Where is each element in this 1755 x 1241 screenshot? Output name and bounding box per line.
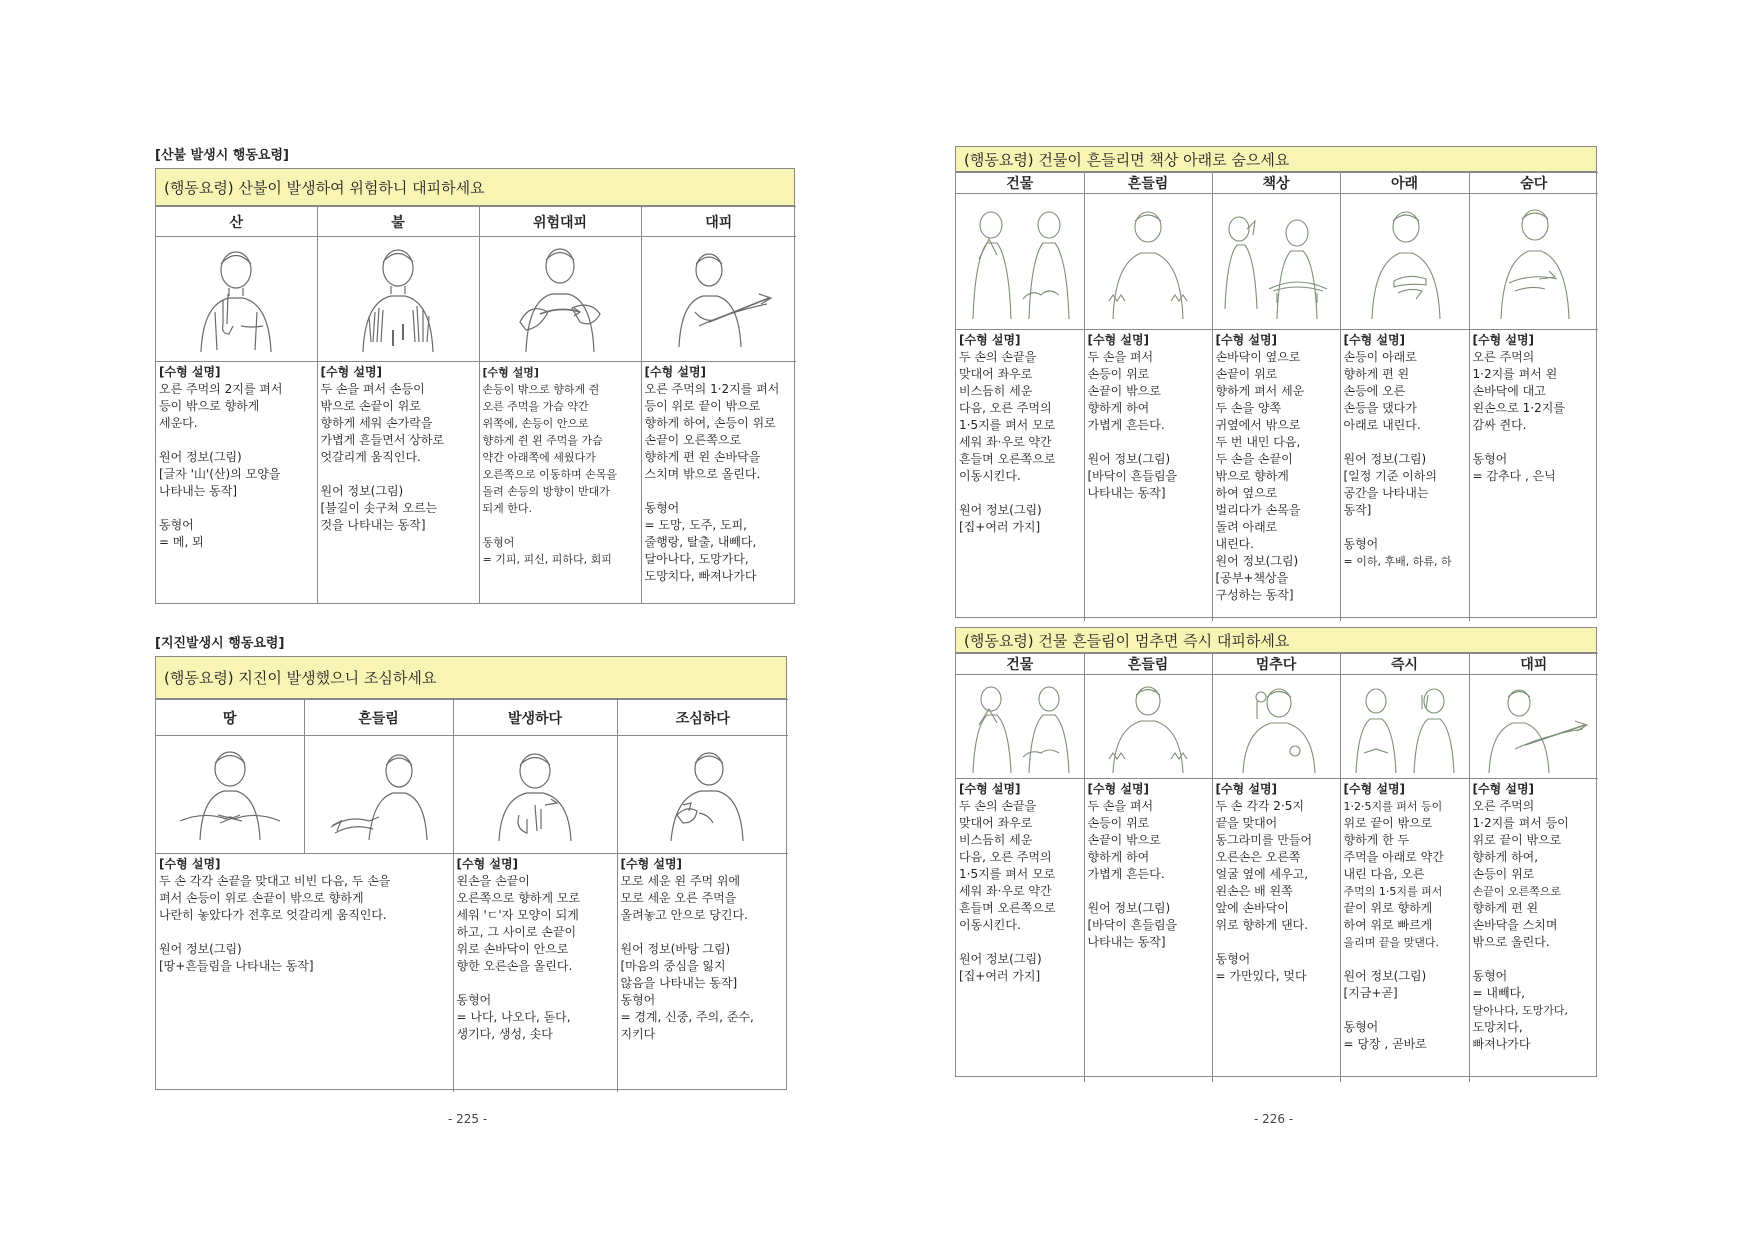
desc-line: 손끝이 밖으로 [1087,384,1161,398]
sign-illustration [643,745,763,845]
desc-line: 1·2지를 펴서 등이 [1472,816,1569,830]
desc-line: 두 손을 양쪽 [1215,401,1282,415]
desc-line: 엇갈리게 움직인다. [320,450,421,464]
origin-line: [일정 기준 이하의 [1343,469,1437,483]
sign-illustration [659,242,779,357]
word-header: 대피 [641,207,796,237]
sign-illustration-cell [1084,194,1212,330]
shape-label: [수형 설명] [620,857,683,871]
desc-line: 향하게 쥔 왼 주먹을 가슴 [482,434,603,447]
desc-line: 벌리다가 손목을 [1215,503,1301,517]
synonym-line: = 기피, 피신, 피하다, 회피 [482,553,612,566]
sign-illustration-cell [453,736,617,854]
sign-illustration-cell [956,675,1084,779]
sign-illustration-cell [641,237,796,362]
desc-line: 위로 향하게 댄다. [1215,918,1309,932]
synonym-label: 동형어 [1343,537,1379,551]
shape-label: [수형 설명] [1215,782,1278,796]
sign-description [642,362,797,587]
sign-illustration [181,242,291,357]
sign-description [156,854,453,977]
sign-illustration [1217,199,1335,324]
sign-illustration-cell [1340,675,1469,779]
shape-label: [수형 설명] [320,365,383,379]
synonym-line: 줄행랑, 탈출, 내빼다, [644,535,757,549]
origin-label: 원어 정보(그림) [959,952,1042,966]
word-header: 땅 [156,700,304,736]
hide-table [955,146,1597,618]
sign-description [156,362,317,553]
desc-line: 손바닥이 옆으로 [1215,350,1301,364]
desc-line: 세워 좌·우로 약간 [959,435,1052,449]
shape-label: [수형 설명] [959,333,1021,347]
synonym-label: 동형어 [1215,952,1251,966]
origin-label: 원어 정보(바탕 그림) [620,942,731,956]
quake-banner: (행동요령) 지진이 발생했으니 조심하세요 [156,657,786,699]
desc-line: 손바닥에 대고 [1472,384,1546,398]
desc-line: 향하게 편 왼 [1472,901,1539,915]
word-header: 흔들림 [1084,654,1212,675]
desc-line: 스치며 밖으로 올린다. [644,467,761,481]
sign-illustration-cell [956,194,1084,330]
shape-label: [수형 설명] [159,857,221,871]
desc-line: 향하게 하여 [1087,401,1150,415]
shape-label: [수형 설명] [1087,333,1150,347]
sign-illustration [961,199,1079,324]
desc-line: 감싸 쥔다. [1472,418,1527,432]
sign-description [1470,779,1599,1055]
synonym-line: = 도망, 도주, 도피, [644,518,747,532]
desc-line: 향하게 하여, [1472,850,1539,864]
synonym-label: 동형어 [456,993,492,1007]
desc-line: 밖으로 올린다. [1472,935,1550,949]
origin-line: [바닥이 흔들림을 [1087,918,1178,932]
desc-line: 왼손은 배 왼쪽 [1215,884,1293,898]
word-header: 즉시 [1340,654,1469,675]
origin-line: [지금+곧] [1343,986,1398,1000]
desc-line: 돌려 손등의 방향이 반대가 [482,485,610,498]
desc-line: 모로 세운 오른 주먹을 [620,891,737,905]
synonym-line: 도망치다, [1472,1020,1523,1034]
sign-illustration-cell [1340,194,1469,330]
sign-illustration-cell [617,736,788,854]
synonym-line: 빠져나가다 [1472,1037,1531,1051]
desc-line: 아래로 내린다. [1343,418,1421,432]
desc-line: 오른 주먹의 [1472,799,1535,813]
desc-line: 가볍게 흔들면서 상하로 [320,433,445,447]
page-number: - 225 - [448,1112,488,1126]
fire-table [155,168,795,604]
synonym-line: = 당장 , 곧바로 [1343,1037,1427,1051]
desc-line: 앞에 손바닥이 [1215,901,1289,915]
origin-label: 원어 정보(그림) [959,503,1042,517]
desc-line: 올려놓고 안으로 당긴다. [620,908,748,922]
desc-line: 오른 주먹의 2지를 펴서 [159,382,283,396]
origin-line: [불길이 솟구쳐 오르는 [320,501,438,515]
sign-illustration-cell [1469,194,1598,330]
sign-description [1213,779,1340,987]
origin-label: 원어 정보(그림) [320,484,404,498]
synonym-line: = 나다, 나오다, 돋다, [456,1010,571,1024]
shape-label: [수형 설명] [1472,333,1535,347]
synonym-label: 동형어 [1343,1020,1379,1034]
sign-illustration [1089,199,1207,324]
desc-line: 등이 위로 끝이 밖으로 [644,399,761,413]
origin-label: 원어 정보(그림) [1343,969,1427,983]
desc-line: 하고, 그 사이로 손끝이 [456,925,577,939]
shape-label: [수형 설명] [159,365,221,379]
word-header: 조심하다 [617,700,788,736]
sign-description [1470,330,1599,487]
sign-illustration-cell [156,237,317,362]
desc-line: 등이 밖으로 향하게 [159,399,260,413]
sign-illustration-cell [317,237,479,362]
synonym-line: = 내빼다, [1472,986,1525,1000]
sign-description [1213,330,1340,606]
origin-line: [마음의 중심을 잃지 [620,959,726,973]
desc-line: 오른쪽으로 이동하며 손목을 [482,468,618,481]
desc-line: 세운다. [159,416,198,430]
desc-line: 두 번 내민 다음, [1215,435,1301,449]
desc-line: 손등이 위로 [1087,367,1150,381]
origin-line: 것을 나타내는 동작] [320,518,426,532]
sign-illustration-cell [1212,675,1340,779]
desc-line: 약간 아래쪽에 세웠다가 [482,451,596,464]
desc-line: 다음, 오른 주먹의 [959,401,1052,415]
desc-line: 내린 다음, 오른 [1343,867,1425,881]
desc-line: 손등이 위로 [1472,867,1535,881]
synonym-label: 동형어 [159,518,194,532]
desc-line: 1·5지를 펴서 모로 [959,418,1056,432]
synonym-label: 동형어 [1472,969,1508,983]
desc-line: 위로 끝이 밖으로 [1472,833,1562,847]
desc-line: 손등을 댔다가 [1343,401,1417,415]
desc-line: 향하게 한 두 [1343,833,1410,847]
sign-illustration [1475,679,1593,775]
desc-line: 1·2지를 펴서 왼 [1472,367,1558,381]
synonym-line: = 가만있다, 멎다 [1215,969,1307,983]
word-header: 흔들림 [1084,173,1212,194]
desc-line: 끝을 맞대어 [1215,816,1278,830]
desc-line: 오른 주먹의 1·2지를 펴서 [644,382,780,396]
word-header: 숨다 [1469,173,1598,194]
synonym-label: 동형어 [482,536,515,549]
desc-line: 향하게 하여 [1087,850,1150,864]
word-header: 불 [317,207,479,237]
desc-line: 세워 'ㄷ'자 모양이 되게 [456,908,579,922]
desc-line: 귀옆에서 밖으로 [1215,418,1301,432]
sign-illustration [1346,679,1464,775]
origin-line: [땅+흔들림을 나타내는 동작] [159,959,314,973]
desc-line: 펴서 손등이 위로 손끝이 밖으로 향하게 [159,891,364,905]
origin-line: 나타내는 동작] [1087,486,1166,500]
synonym-line: 달아나다, 도망가다, [1472,1004,1568,1017]
desc-line: 향하게 편 왼 손바닥을 [644,450,761,464]
shape-label: [수형 설명] [1215,333,1278,347]
desc-line: 나란히 놓았다가 전후로 엇갈리게 움직인다. [159,908,387,922]
origin-line: 나타내는 동작] [1087,935,1166,949]
desc-line: 두 손을 펴서 [1087,799,1154,813]
word-header: 책상 [1212,173,1340,194]
word-header: 아래 [1340,173,1469,194]
synonym-line: = 감추다 , 은닉 [1472,469,1556,483]
sign-description [1341,330,1469,572]
desc-line: 주먹을 아래로 약간 [1343,850,1444,864]
word-header: 위험대피 [479,207,641,237]
quake-table [155,656,787,1090]
origin-label: 원어 정보(그림) [159,942,242,956]
sign-illustration [500,242,620,357]
shape-label: [수형 설명] [482,366,539,379]
fire-banner: (행동요령) 산불이 발생하여 위험하니 대피하세요 [156,169,794,206]
origin-label: 원어 정보(그림) [1343,452,1427,466]
shape-label: [수형 설명] [1472,782,1535,796]
origin-label: 원어 정보(그림) [1215,554,1299,568]
origin-line: [글자 '山'(산)의 모양을 [159,467,281,481]
desc-line: 두 손의 손끝을 [959,350,1037,364]
sign-illustration [1089,679,1207,775]
sign-illustration-cell [1469,675,1598,779]
desc-line: 돌려 아래로 [1215,520,1278,534]
desc-line: 왼손을 손끝이 [456,874,530,888]
evac-banner: (행동요령) 건물 흔들림이 멈추면 즉시 대피하세요 [956,628,1596,653]
desc-line: 하여 옆으로 [1215,486,1278,500]
origin-line: 않음을 나타내는 동작] [620,976,738,990]
synonym-line: = 이하, 후배, 하류, 하 [1343,555,1452,568]
desc-line: 손끝이 위로 [1215,367,1278,381]
desc-line: 향한 오른손을 올린다. [456,959,573,973]
origin-line: 동작] [1343,503,1372,517]
origin-line: 구성하는 동작] [1215,588,1294,602]
sign-description [1085,330,1212,504]
desc-line: 1·2·5지를 펴서 등이 [1343,800,1443,813]
desc-line: 세워 좌·우로 약간 [959,884,1052,898]
sign-illustration [1346,199,1464,324]
desc-line: 오른쪽으로 향하게 모로 [456,891,581,905]
desc-line: 손끝이 오른쪽으로 [1472,885,1562,898]
desc-line: 가볍게 흔든다. [1087,867,1165,881]
sign-illustration-cell [156,736,304,854]
desc-line: 손등이 아래로 [1343,350,1417,364]
desc-line: 손끝이 오른쪽으로 [644,433,742,447]
desc-line: 맞대어 좌우로 [959,816,1033,830]
desc-line: 위로 끝이 밖으로 [1343,816,1433,830]
desc-line: 향하게 펴서 세운 [1215,384,1305,398]
shape-label: [수형 설명] [1343,333,1406,347]
desc-line: 동그라미를 만들어 [1215,833,1313,847]
desc-line: 내린다. [1215,537,1255,551]
sign-description [1085,779,1212,953]
word-header: 발생하다 [453,700,617,736]
sign-description [618,854,789,1045]
desc-line: 비스듬히 세운 [959,833,1033,847]
synonym-line: = 경계, 신중, 주의, 준수, [620,1010,754,1024]
sign-description [956,779,1084,987]
word-header: 건물 [956,173,1084,194]
synonym-line: 생기다, 생성, 솟다 [456,1027,553,1041]
desc-line: 손등이 밖으로 향하게 쥔 [482,383,600,396]
desc-line: 오른손은 오른쪽 [1215,850,1301,864]
desc-line: 향하게 편 왼 [1343,367,1410,381]
sign-illustration [1475,199,1593,324]
desc-line: 이동시킨다. [959,469,1021,483]
sign-description [318,362,479,536]
sign-illustration [343,242,453,357]
shape-label: [수형 설명] [456,857,519,871]
origin-line: [집+여러 가지] [959,520,1041,534]
origin-line: 나타내는 동작] [159,484,238,498]
desc-line: 손끝이 밖으로 [1087,833,1161,847]
desc-line: 다음, 오른 주먹의 [959,850,1052,864]
origin-line: [공부+책상을 [1215,571,1289,585]
synonym-label: 동형어 [644,501,680,515]
sign-illustration [1217,679,1335,775]
sign-illustration-cell [479,237,641,362]
desc-line: 모로 세운 왼 주먹 위에 [620,874,741,888]
fire-section-title: [산불 발생시 행동요령] [155,148,289,163]
desc-line: 흔들며 오른쪽으로 [959,901,1056,915]
desc-line: 오른 주먹의 [1472,350,1535,364]
sign-illustration [961,679,1079,775]
word-header: 산 [156,207,317,237]
desc-line: 밖으로 손끝이 위로 [320,399,421,413]
desc-line: 손등이 위로 [1087,816,1150,830]
synonym-line: 도망치다, 빠져나가다 [644,569,757,583]
desc-line: 올리며 끝을 맞댄다. [1343,936,1439,949]
synonym-label: 동형어 [1472,452,1508,466]
desc-line: 비스듬히 세운 [959,384,1033,398]
desc-line: 위로 손바닥이 안으로 [456,942,569,956]
synonym-line: 지키다 [620,1027,656,1041]
desc-line: 두 손 각각 2·5지 [1215,799,1304,813]
shape-label: [수형 설명] [1343,782,1406,796]
desc-line: 향하게 하여, 손등이 위로 [644,416,776,430]
word-header: 흔들림 [304,700,453,736]
evac-table [955,627,1597,1077]
page-number: - 226 - [1254,1112,1294,1126]
origin-label: 원어 정보(그림) [1087,901,1171,915]
quake-section-title: [지진발생시 행동요령] [155,636,285,651]
desc-line: 두 손의 손끝을 [959,799,1037,813]
sign-illustration-cell [1212,194,1340,330]
sign-description [480,362,641,570]
sign-illustration [475,745,595,845]
synonym-line: = 메, 뫼 [159,535,204,549]
shape-label: [수형 설명] [644,365,707,379]
desc-line: 손바닥을 스치며 [1472,918,1558,932]
sign-illustration-cell [304,736,453,854]
desc-line: 맞대어 좌우로 [959,367,1033,381]
sign-description [454,854,617,1045]
desc-line: 향하게 세워 손가락을 [320,416,433,430]
desc-line: 오른 주먹을 가슴 약간 [482,400,589,413]
desc-line: 왼손으로 1·2지를 [1472,401,1565,415]
desc-line: 끝이 위로 향하게 [1343,901,1433,915]
sign-illustration [319,745,439,845]
desc-line: 손등에 오른 [1343,384,1406,398]
desc-line: 밖으로 향하게 [1215,469,1289,483]
sign-illustration-cell [1084,675,1212,779]
synonym-label: 동형어 [620,993,656,1007]
origin-line: [집+여러 가지] [959,969,1041,983]
desc-line: 두 손을 펴서 [1087,350,1154,364]
desc-line: 하여 위로 빠르게 [1343,918,1433,932]
desc-line: 이동시킨다. [959,918,1021,932]
origin-line: [바닥이 흔들림을 [1087,469,1178,483]
origin-label: 원어 정보(그림) [1087,452,1171,466]
word-header: 멈추다 [1212,654,1340,675]
desc-line: 흔들며 오른쪽으로 [959,452,1056,466]
desc-line: 두 손을 손끝이 [1215,452,1293,466]
shape-label: [수형 설명] [959,782,1021,796]
desc-line: 가볍게 흔든다. [1087,418,1165,432]
desc-line: 위쪽에, 손등이 안으로 [482,417,589,430]
desc-line: 1·5지를 펴서 모로 [959,867,1056,881]
hide-banner: (행동요령) 건물이 흔들리면 책상 아래로 숨으세요 [956,147,1596,172]
origin-line: 공간을 나타내는 [1343,486,1429,500]
desc-line: 되게 한다. [482,502,532,515]
shape-label: [수형 설명] [1087,782,1150,796]
origin-label: 원어 정보(그림) [159,450,242,464]
sign-description [956,330,1084,538]
word-header: 대피 [1469,654,1598,675]
desc-line: 두 손을 펴서 손등이 [320,382,425,396]
sign-description [1341,779,1469,1055]
desc-line: 두 손 각각 손끝을 맞대고 비빈 다음, 두 손을 [159,874,391,888]
desc-line: 주먹의 1·5지를 펴서 [1343,885,1443,898]
desc-line: 얼굴 옆에 세우고, [1215,867,1309,881]
word-header: 건물 [956,654,1084,675]
synonym-line: 달아나다, 도망가다, [644,552,749,566]
sign-illustration [170,745,290,845]
